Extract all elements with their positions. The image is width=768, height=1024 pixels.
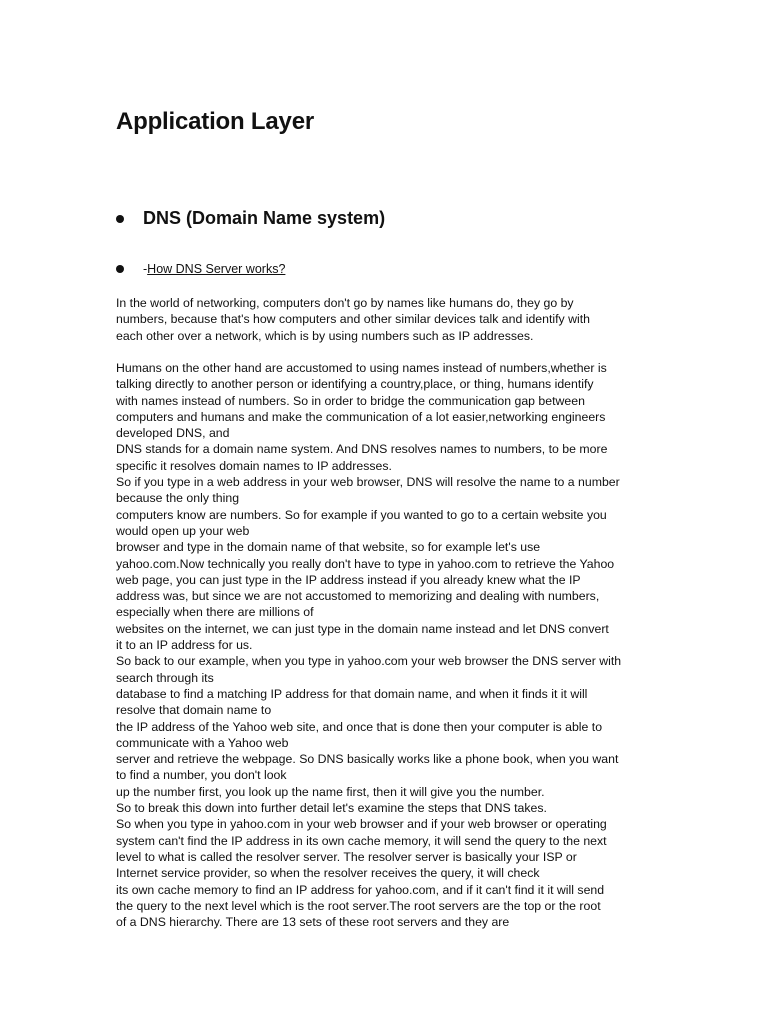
- bullet-dot-icon: [116, 215, 124, 223]
- paragraph-line: to find a number, you don't look: [116, 768, 287, 783]
- paragraph-line: it to an IP address for us.: [116, 638, 253, 653]
- paragraph-line: search through its: [116, 670, 214, 685]
- paragraph-line: address was, but since we are not accustomed to memorizing and dealing with numbers,: [116, 589, 600, 604]
- paragraph-line: communicate with a Yahoo web: [116, 735, 289, 750]
- paragraph-line: up the number first, you look up the name first, then it will give you the number.: [116, 784, 545, 799]
- paragraph-line: computers and humans and make the communication of a lot easier,networking engineers: [116, 409, 606, 424]
- paragraph-line: Humans on the other hand are accustomed to using names instead of numbers,whether is: [116, 361, 607, 375]
- paragraph-line: database to find a matching IP address for that domain name, and when it finds it it will: [116, 686, 588, 701]
- paragraph-line: the query to the next level which is the root server.The root servers are the top or the root: [116, 898, 601, 913]
- paragraph-line: DNS stands for a domain name system. And DNS resolves names to numbers, to be more: [116, 442, 608, 457]
- paragraph-line: yahoo.com.Now technically you really don't have to type in yahoo.com to retrieve the Yahoo: [116, 556, 615, 571]
- paragraph: [116, 295, 656, 344]
- paragraph-line: web page, you can just type in the IP address instead if you already knew what the IP: [116, 572, 581, 587]
- paragraph-line: because the only thing: [116, 491, 240, 506]
- paragraph-line: server and retrieve the webpage. So DNS basically works like a phone book, when you want: [116, 752, 619, 767]
- paragraph-line: talking directly to another person or identifying a country,place, or thing, humans identify: [116, 377, 594, 392]
- paragraph-line: So if you type in a web address in your web browser, DNS will resolve the name to a number: [116, 475, 620, 490]
- paragraph-line: developed DNS, and: [116, 426, 230, 441]
- subheading-prefix: -: [143, 262, 148, 276]
- paragraph-line: resolve that domain name to: [116, 703, 272, 718]
- paragraph-line: specific it resolves domain names to IP addresses.: [116, 458, 392, 473]
- paragraph-line: its own cache memory to find an IP address for yahoo.com, and if it can't find it it will send: [116, 882, 605, 897]
- paragraph-line: of a DNS hierarchy. There are 13 sets of these root servers and they are: [116, 915, 510, 930]
- paragraph-line: especially when there are millions of: [116, 605, 314, 620]
- paragraph-line: So when you type in yahoo.com in your web browser and if your web browser or operating: [116, 817, 607, 832]
- bullet-dot-icon: [116, 265, 124, 273]
- paragraph-line: In the world of networking, computers don't go by names like humans do, they go by: [116, 296, 574, 310]
- paragraph-line: system can't find the IP address in its own cache memory, it will send the query to the next: [116, 833, 607, 848]
- paragraph-line: So back to our example, when you type in yahoo.com your web browser the DNS server with: [116, 654, 622, 669]
- paragraph-line: would open up your web: [116, 523, 250, 538]
- paragraph-line: So to break this down into further detail let's examine the steps that DNS takes.: [116, 801, 547, 816]
- paragraph-line: websites on the internet, we can just type in the domain name instead and let DNS convert: [116, 621, 609, 636]
- paragraph-line: browser and type in the domain name of that website, so for example let's use: [116, 540, 541, 555]
- paragraph-line: with names instead of numbers. So in order to bridge the communication gap between: [116, 393, 585, 408]
- subheading: [143, 262, 285, 276]
- bullet-item-how-dns-works: [116, 262, 285, 276]
- paragraph-line: each other over a network, which is by using numbers such as IP addresses.: [116, 328, 534, 343]
- paragraph-line: the IP address of the Yahoo web site, and once that is done then your computer is able to: [116, 719, 603, 734]
- paragraph-line: level to what is called the resolver server. The resolver server is basically your ISP or: [116, 849, 577, 864]
- paragraph-line: numbers, because that's how computers and other similar devices talk and identify with: [116, 312, 590, 327]
- paragraph: [116, 360, 656, 930]
- section-heading: DNS (Domain Name system): [143, 208, 386, 228]
- paragraph-line: computers know are numbers. So for example if you wanted to go to a certain website you: [116, 507, 607, 522]
- paragraph-line: Internet service provider, so when the resolver receives the query, it will check: [116, 866, 540, 881]
- page-title: Application Layer: [116, 108, 314, 135]
- how-dns-server-works-link[interactable]: How DNS Server works?: [147, 262, 286, 276]
- bullet-item-dns: [116, 208, 385, 229]
